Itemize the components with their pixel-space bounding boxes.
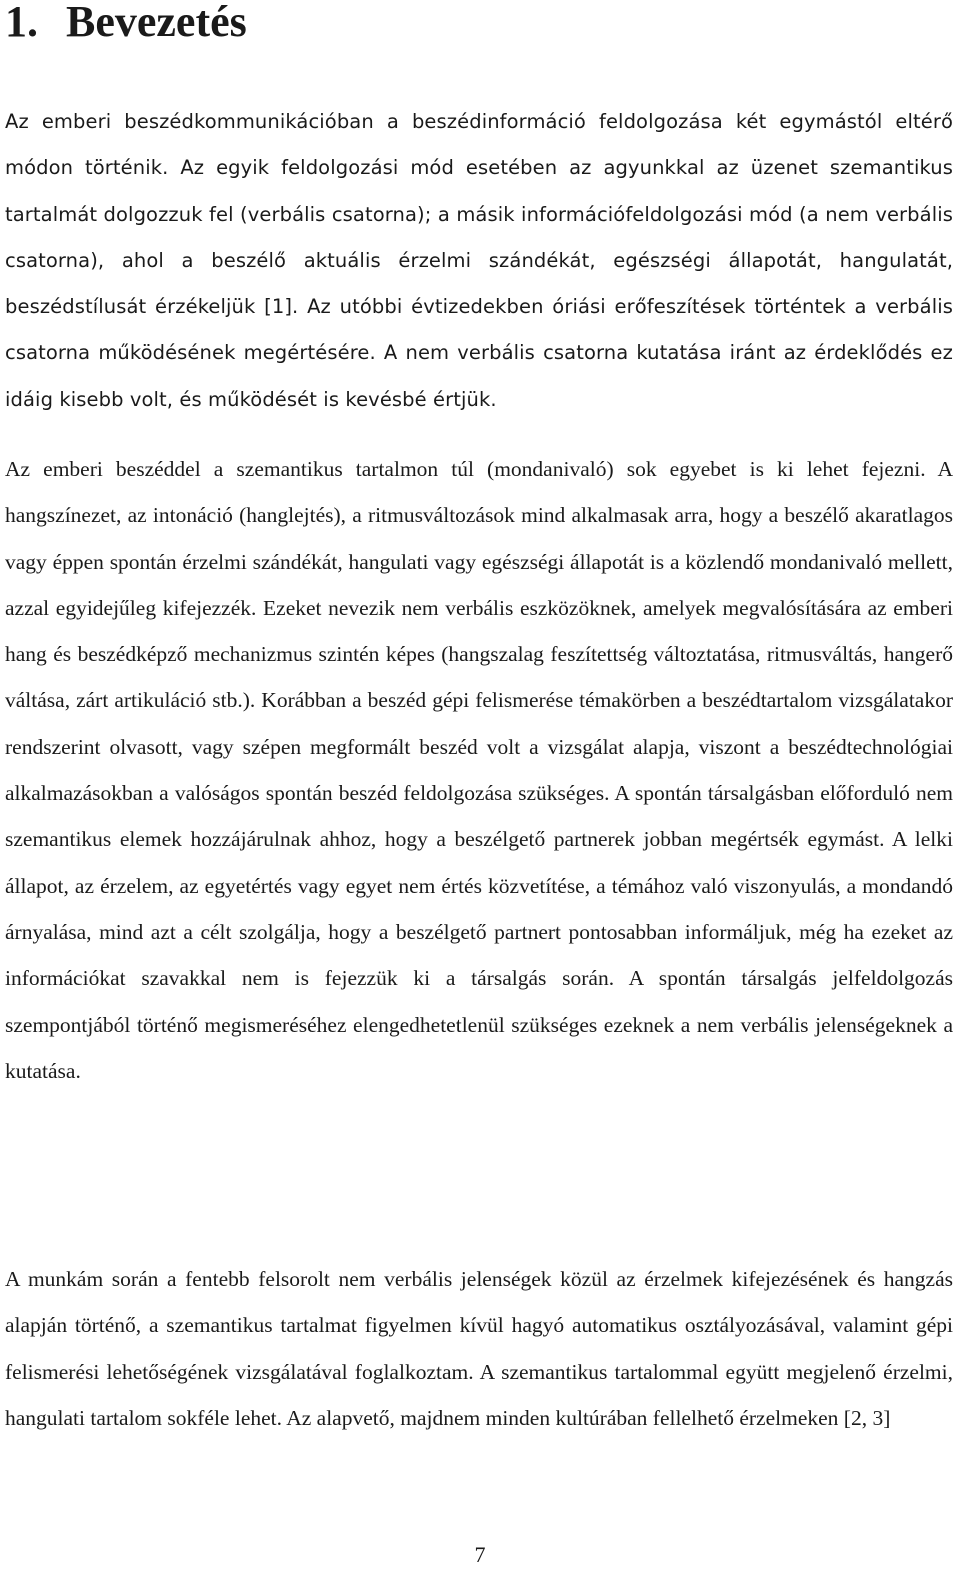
chapter-heading (5, 0, 953, 52)
chapter-number: 1. (5, 0, 38, 46)
paragraph-nonverbal: Az emberi beszéddel a szemantikus tartalmon túl (mondanivaló) sok egyebet is ki lehet fejezni. A hangszínezet, az intonáció (hanglejtés), a ritmusváltozások mind alkalmasak arra, hogy a beszélő akaratlagos vagy éppen spontán érzelmi szándékát, hangulati vagy egészségi állapotát is a közlendő mondanivaló mellett, azzal egyidejűleg kifejezzék. Ezeket nevezik nem verbális eszközöknek, amelyek megvalósítására az emberi hang és beszédképző mechanizmus szintén képes (hangszalag feszítettség változtatása, ritmusváltás, hangerő váltása, zárt artikuláció stb.). Korábban a beszéd gépi felismerése témakörben a beszédtartalom vizsgálatakor rendszerint olvasott, vagy szépen megformált beszéd volt a vizsgálat alapja, viszont a beszédtechnológiai alkalmazásokban a valóságos spontán beszéd feldolgozása szükséges. A spontán társalgásban előforduló nem szemantikus elemek hozzájárulnak ahhoz, hogy a beszélgető partnerek jobban megértsék egymást. A lelki állapot, az érzelem, az egyetértés vagy egyet nem értés közvetítése, a témához való viszonyulás, a mondandó árnyalása, mind azt a célt szolgálja, hogy a beszélgető partnert pontosabban informáljuk, még ha ezeket az információkat szavakkal nem is fejezzük ki a társalgás során. A spontán társalgás jelfeldolgozás szempontjából történő megismeréséhez elengedhetetlenül szükséges ezeknek a nem verbális jelenségeknek a kutatása. (5, 457, 953, 1083)
chapter-title: Bevezetés (66, 0, 247, 46)
page-number: 7 (474, 1542, 486, 1567)
paragraph-intro: Az emberi beszédkommunikációban a beszédinformáció feldolgozása két egymástól eltérő módon történik. Az egyik feldolgozási mód esetében az agyunkkal az üzenet szemantikus tartalmát dolgozzuk fel (verbális csatorna); a másik információfeldolgozási mód (a nem verbális csatorna), ahol a beszélő aktuális érzelmi szándékát, egészségi állapotát, hangulatát, beszédstílusát érzékeljük [1]. Az utóbbi évtizedekben óriási erőfeszítések történtek a verbális csatorna működésének megértésére. A nem verbális csatorna kutatása iránt az érdeklődés ez idáig kisebb volt, és működését is kevésbé értjük. (5, 110, 953, 411)
paragraph-work: A munkám során a fentebb felsorolt nem verbális jelenségek közül az érzelmek kifejezésének és hangzás alapján történő, a szemantikus tartalmat figyelmen kívül hagyó automatikus osztályozásával, valamint gépi felismerési lehetőségének vizsgálatával foglalkoztam. A szemantikus tartalommal együtt megjelenő érzelmi, hangulati tartalom sokféle lehet. Az alapvető, majdnem minden kultúrában fellelhető érzelmeken [2, 3] (5, 1267, 953, 1430)
document-page (5, 0, 953, 1571)
